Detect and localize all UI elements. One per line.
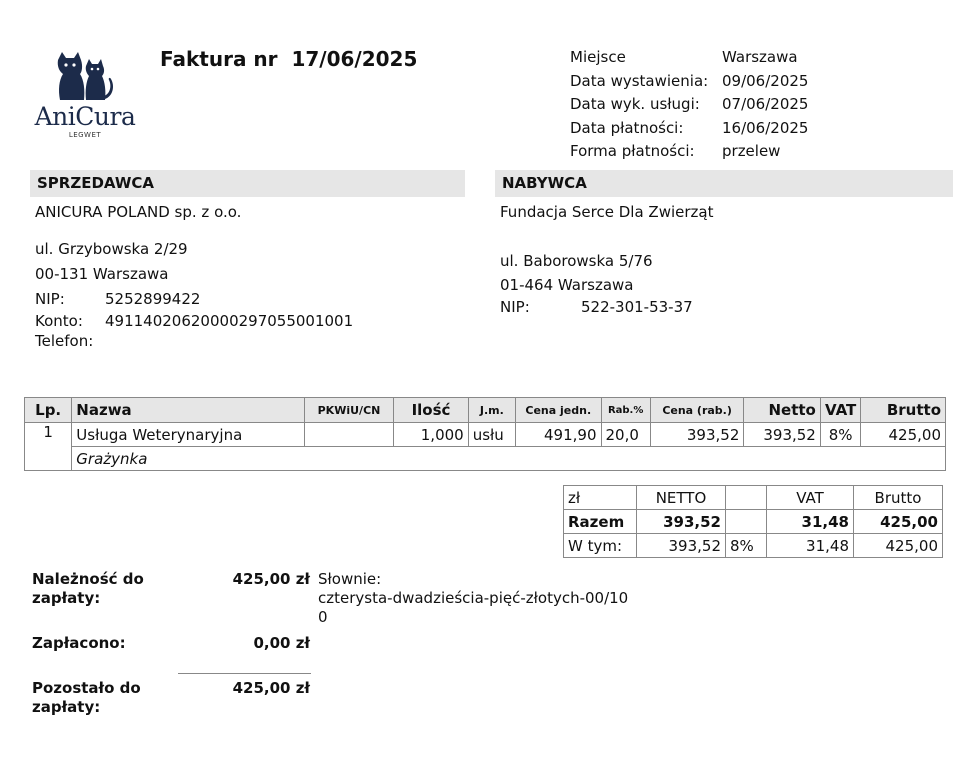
sum-total-label: Razem xyxy=(564,510,637,534)
col-lp: Lp. xyxy=(25,398,72,423)
company-logo xyxy=(30,52,140,139)
sum-ofwhich-rate: 8% xyxy=(726,534,767,558)
sum-h-gross: Brutto xyxy=(854,486,943,510)
separator-line xyxy=(178,673,311,674)
seller-nip-label: NIP: xyxy=(35,290,65,308)
buyer-heading: NABYWCA xyxy=(495,170,953,197)
meta-key: Forma płatności: xyxy=(570,142,695,160)
meta-key: Data płatności: xyxy=(570,118,684,137)
cell-discount: 20,0 xyxy=(601,423,650,447)
col-qty: Ilość xyxy=(394,398,468,423)
buyer-name: Fundacja Serce Dla Zwierząt xyxy=(500,203,714,221)
seller-name: ANICURA POLAND sp. z o.o. xyxy=(35,203,242,221)
invoice-number: 17/06/2025 xyxy=(291,47,418,71)
buyer-nip: 522-301-53-37 xyxy=(581,298,693,316)
sum-total-net: 393,52 xyxy=(637,510,726,534)
seller-street: ul. Grzybowska 2/29 xyxy=(35,240,188,258)
meta-key: Data wystawienia: xyxy=(570,71,709,90)
cell-price: 491,90 xyxy=(516,423,602,447)
meta-row xyxy=(570,70,808,94)
cell-pkwiu xyxy=(304,423,394,447)
items-table xyxy=(24,397,946,471)
meta-value: 07/06/2025 xyxy=(722,95,809,113)
sum-total-rate xyxy=(726,510,767,534)
meta-row xyxy=(570,93,808,117)
seller-phone-label: Telefon: xyxy=(35,332,94,350)
meta-key: Data wyk. usługi: xyxy=(570,95,700,113)
amount-in-words xyxy=(318,570,628,627)
cell-qty: 1,000 xyxy=(394,423,468,447)
invoice-meta xyxy=(570,46,808,164)
meta-value: 16/06/2025 xyxy=(722,118,809,137)
summary-total-row xyxy=(564,510,943,534)
summary-header-row xyxy=(564,486,943,510)
seller-city: 00-131 Warszawa xyxy=(35,265,169,283)
summary-ofwhich-row xyxy=(564,534,943,558)
meta-value: przelew xyxy=(722,142,781,160)
cell-vat: 8% xyxy=(820,423,861,447)
cell-name: Usługa Weterynaryjna xyxy=(72,423,304,447)
buyer-nip-label: NIP: xyxy=(500,298,530,316)
meta-row xyxy=(570,140,808,164)
col-unit: J.m. xyxy=(468,398,515,423)
invoice-title xyxy=(160,47,417,71)
sum-h-net: NETTO xyxy=(637,486,726,510)
logo-sub-text: LEGWET xyxy=(68,131,102,139)
remaining-label-line1: Pozostało do xyxy=(32,679,141,697)
paid-value: 0,00 zł xyxy=(253,634,310,652)
cell-lp: 1 xyxy=(25,423,72,471)
table-row xyxy=(25,423,946,447)
col-gross: Brutto xyxy=(861,398,946,423)
buyer-street: ul. Baborowska 5/76 xyxy=(500,252,653,270)
meta-value: 09/06/2025 xyxy=(722,71,809,90)
sum-ofwhich-gross: 425,00 xyxy=(854,534,943,558)
meta-value: Warszawa xyxy=(722,48,798,66)
due-label-line1: Należność do xyxy=(32,570,144,588)
meta-key: Miejsce xyxy=(570,48,626,66)
logo-brand-text: AniCura xyxy=(34,102,136,131)
cell-net: 393,52 xyxy=(744,423,820,447)
words-line2: 0 xyxy=(318,608,328,626)
sum-ofwhich-vat: 31,48 xyxy=(767,534,854,558)
cats-logo-icon xyxy=(54,52,116,102)
paid-label: Zapłacono: xyxy=(32,634,126,652)
col-price-disc: Cena (rab.) xyxy=(650,398,744,423)
due-value: 425,00 zł xyxy=(232,570,310,588)
meta-row xyxy=(570,117,808,141)
sum-ofwhich-label: W tym: xyxy=(564,534,637,558)
sum-h-currency: zł xyxy=(564,486,637,510)
meta-row xyxy=(570,46,808,70)
cell-price-disc: 393,52 xyxy=(650,423,744,447)
col-name: Nazwa xyxy=(72,398,304,423)
cell-unit: usłu xyxy=(468,423,515,447)
sum-total-vat: 31,48 xyxy=(767,510,854,534)
words-label: Słownie: xyxy=(318,570,382,588)
items-header-row xyxy=(25,398,946,423)
remaining-label-line2: zapłaty: xyxy=(32,698,101,716)
remaining-label xyxy=(32,679,141,717)
seller-account: 49114020620000297055001001 xyxy=(105,312,354,330)
sum-h-rate xyxy=(726,486,767,510)
col-discount: Rab.% xyxy=(601,398,650,423)
remaining-value: 425,00 zł xyxy=(232,679,310,697)
cell-gross: 425,00 xyxy=(861,423,946,447)
col-vat: VAT xyxy=(820,398,861,423)
summary-table xyxy=(563,485,943,558)
buyer-city: 01-464 Warszawa xyxy=(500,276,634,294)
sum-ofwhich-net: 393,52 xyxy=(637,534,726,558)
seller-account-label: Konto: xyxy=(35,312,83,330)
item-note: Grażynka xyxy=(72,447,946,471)
sum-h-vat: VAT xyxy=(767,486,854,510)
col-net: Netto xyxy=(744,398,820,423)
seller-heading: SPRZEDAWCA xyxy=(30,170,465,197)
col-price: Cena jedn. xyxy=(516,398,602,423)
sum-total-gross: 425,00 xyxy=(854,510,943,534)
col-pkwiu: PKWiU/CN xyxy=(304,398,394,423)
words-line1: czterysta-dwadzieścia-pięć-złotych-00/10 xyxy=(318,589,629,607)
due-label-line2: zapłaty: xyxy=(32,589,101,607)
note-row xyxy=(25,447,946,471)
invoice-label: Faktura nr xyxy=(160,47,278,71)
due-label xyxy=(32,570,144,608)
seller-nip: 5252899422 xyxy=(105,290,201,308)
